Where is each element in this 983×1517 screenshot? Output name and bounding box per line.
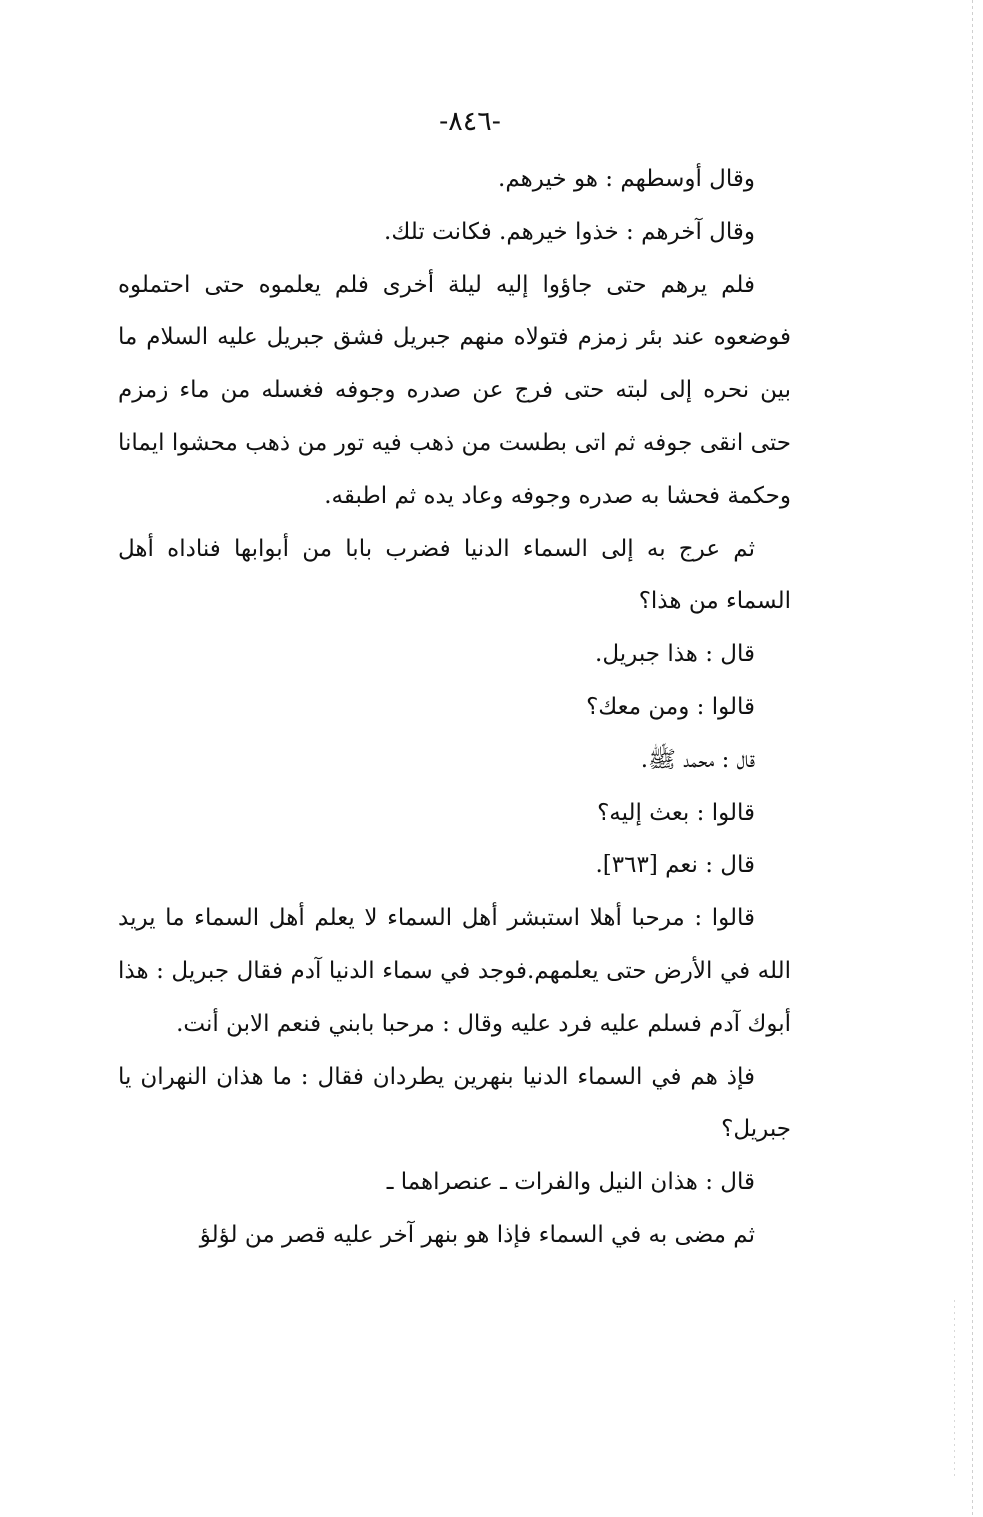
body-text	[118, 153, 791, 1262]
paragraph-13: ثم مضى به في السماء فإذا هو بنهر آخر عليه قصر من لؤلؤ	[199, 1221, 755, 1248]
paragraph-8: قالوا : بعث إليه؟	[597, 799, 755, 826]
paragraph-7: قال : محمد ﷺ.	[640, 746, 755, 773]
page-edge-line-secondary	[954, 1300, 955, 1480]
page-edge-line	[972, 0, 973, 1517]
paragraph-9: قال : نعم [٣٦٣].	[595, 852, 755, 879]
paragraph-12: قال : هذان النيل والفرات ـ عنصراهما ـ	[386, 1169, 755, 1196]
paragraph-11: فإذ هم في السماء الدنيا بنهرين يطردان فقال : ما هذان النهران يا جبريل؟	[118, 1063, 791, 1143]
paragraph-2: وقال آخرهم : خذوا خيرهم. فكانت تلك.	[384, 218, 755, 245]
paragraph-4: ثم عرج به إلى السماء الدنيا فضرب بابا من أبوابها فناداه أهل السماء من هذا؟	[118, 535, 791, 615]
paragraph-5: قال : هذا جبريل.	[595, 641, 755, 668]
paragraph-6: قالوا : ومن معك؟	[586, 693, 755, 720]
paragraph-3: فلم يرهم حتى جاؤوا إليه ليلة أخرى فلم يعلموه حتى احتملوه فوضعوه عند بئر زمزم فتولاه منهم جبريل فشق جبريل عليه السلام ما بين نحره إلى لبته حتى فرج عن صدره وجوفه فغسله من ماء زمزم حتى انقى جوفه ثم اتى بطست من ذهب فيه تور من ذهب محشوا ايمانا وحكمة فحشا به صدره وجوفه وعاد يده ثم اطبقه.	[118, 271, 791, 509]
paragraph-1: وقال أوسطهم : هو خيرهم.	[498, 166, 755, 192]
paragraph-10: قالوا : مرحبا أهلا استبشر أهل السماء لا يعلم أهل السماء ما يريد الله في الأرض حتى يعلمهم.فوجد في سماء الدنيا آدم فقال جبريل : هذا أبوك آدم فسلم عليه فرد عليه وقال : مرحبا بابني فنعم الابن أنت.	[118, 905, 791, 1037]
page-number: -٨٤٦-	[439, 106, 501, 137]
